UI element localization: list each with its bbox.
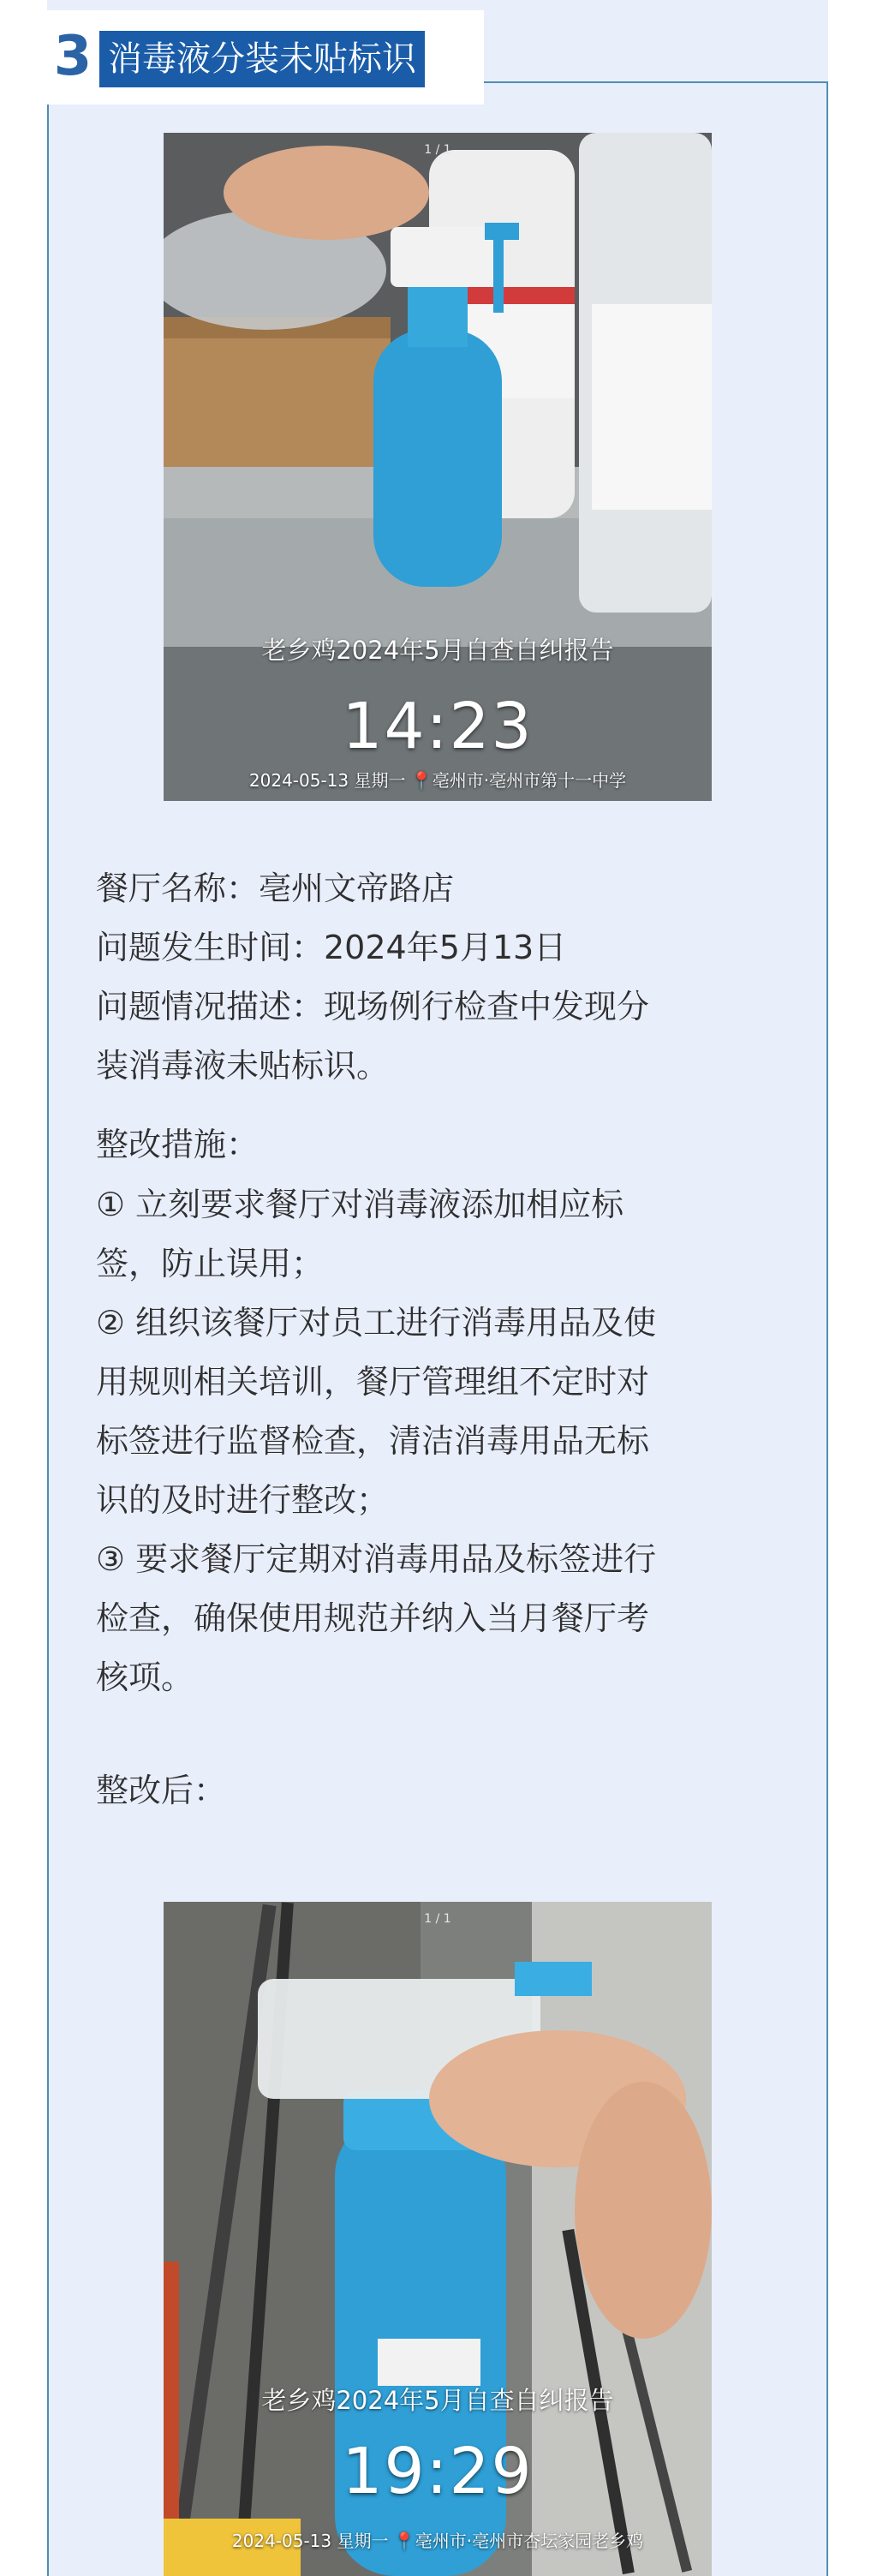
photo-before-report-title: 老乡鸡2024年5月自查自纠报告 bbox=[261, 636, 614, 665]
photo-before-location: 亳州市·亳州市第十一中学 bbox=[432, 770, 627, 791]
restaurant-name: 餐厅名称：亳州文帝路店 bbox=[96, 870, 455, 907]
section-title: 消毒液分装未贴标识 bbox=[99, 31, 425, 87]
photo-after[interactable] bbox=[164, 1902, 712, 2576]
measure-line: 检查，确保使用规范并纳入当月餐厅考 bbox=[96, 1599, 650, 1637]
photo-before-time: 14:23 bbox=[342, 690, 534, 763]
photo-before-pager: 1 / 1 bbox=[424, 143, 451, 157]
measure-line: 用规则相关培训，餐厅管理组不定时对 bbox=[96, 1363, 650, 1401]
photo-after-weekday: 星期一 bbox=[337, 2531, 389, 2551]
measure-line: 标签进行监督检查，清洁消毒用品无标 bbox=[96, 1422, 650, 1460]
photo-after-report-title: 老乡鸡2024年5月自查自纠报告 bbox=[261, 2386, 614, 2415]
photo-after-location: 亳州市·亳州市杏坛家园老乡鸡 bbox=[415, 2531, 644, 2551]
measure-line: 核项。 bbox=[96, 1659, 194, 1696]
location-pin-icon: 📍 bbox=[393, 2531, 415, 2551]
occurred-time: 问题发生时间：2024年5月13日 bbox=[96, 929, 567, 966]
photo-before[interactable] bbox=[164, 133, 712, 801]
section-number: 3 bbox=[53, 25, 92, 88]
problem-desc-line2: 装消毒液未贴标识。 bbox=[96, 1047, 390, 1085]
photo-after-time: 19:29 bbox=[342, 2435, 534, 2508]
after-heading: 整改后： bbox=[96, 1772, 227, 1809]
measure-line: ② 组织该餐厅对员工进行消毒用品及使 bbox=[96, 1304, 657, 1342]
measure-line: 识的及时进行整改； bbox=[96, 1481, 390, 1519]
problem-desc-line1: 问题情况描述：现场例行检查中发现分 bbox=[96, 988, 650, 1025]
photo-before-date: 2024-05-13 bbox=[248, 770, 349, 791]
measure-line: ① 立刻要求餐厅对消毒液添加相应标 bbox=[96, 1186, 624, 1223]
photo-after-meta bbox=[164, 2527, 712, 2552]
photo-before-meta bbox=[164, 767, 712, 792]
measure-line: ③ 要求餐厅定期对消毒用品及标签进行 bbox=[96, 1540, 657, 1578]
photo-before-weekday: 星期一 bbox=[354, 770, 406, 791]
measures-heading: 整改措施： bbox=[96, 1126, 260, 1163]
photo-after-date: 2024-05-13 bbox=[231, 2531, 332, 2551]
photo-after-pager: 1 / 1 bbox=[424, 1912, 451, 1926]
measure-line: 签，防止误用； bbox=[96, 1245, 325, 1282]
location-pin-icon: 📍 bbox=[410, 770, 433, 791]
